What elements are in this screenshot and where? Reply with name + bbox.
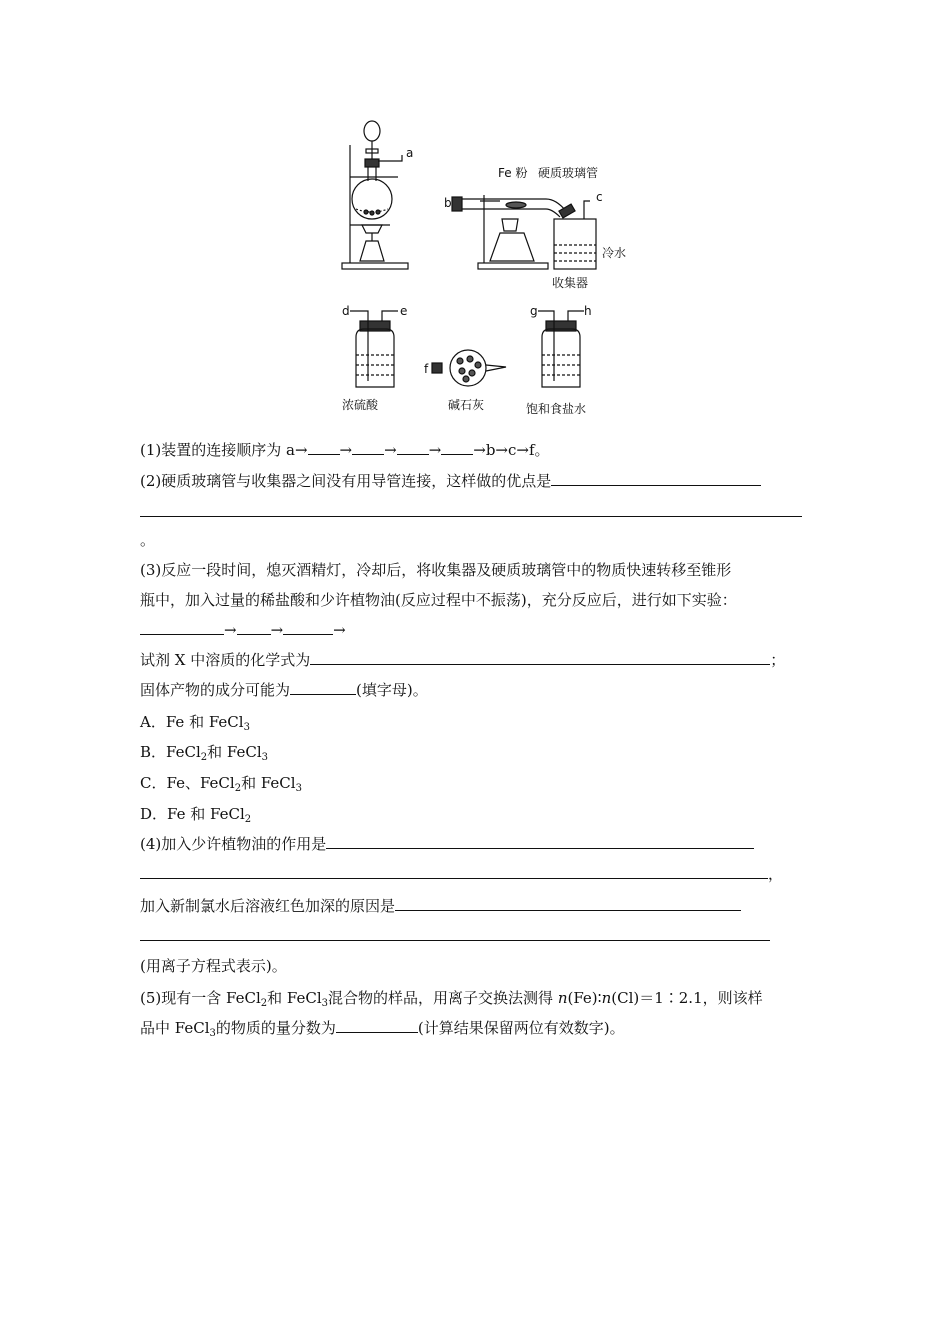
- answer-line[interactable]: [140, 940, 770, 941]
- label-cold-water: 冷水: [602, 246, 627, 260]
- answer-line[interactable]: [140, 516, 802, 517]
- answer-blank[interactable]: [140, 864, 768, 879]
- drying-tube: [432, 350, 506, 386]
- answer-blank[interactable]: [441, 440, 473, 455]
- brine-bottle: [538, 311, 584, 387]
- label-b: b: [444, 196, 452, 210]
- question-2-end: 。: [140, 531, 156, 549]
- sulfuric-acid-bottle: [350, 311, 398, 387]
- label-collector: 收集器: [552, 276, 589, 290]
- label-sat-brine: 饱和食盐水: [526, 402, 587, 416]
- question-1: (1)装置的连接顺序为 a→ → → → →b→c→f。: [140, 441, 550, 459]
- label-conc-sulfuric: 浓硫酸: [342, 398, 379, 412]
- flow-step[interactable]: [283, 620, 333, 635]
- question-4-reason: 加入新制氯水后溶液红色加深的原因是: [140, 896, 741, 916]
- flow-step[interactable]: [237, 620, 271, 635]
- label-a: a: [406, 146, 414, 160]
- label-f: f: [424, 362, 429, 376]
- answer-blank[interactable]: [326, 834, 754, 849]
- answer-blank[interactable]: [551, 471, 761, 486]
- answer-blank[interactable]: [397, 440, 429, 455]
- question-2: (2)硬质玻璃管与收集器之间没有用导管连接，这样做的优点是: [140, 471, 761, 491]
- label-c: c: [596, 190, 603, 204]
- label-e: e: [400, 304, 408, 318]
- flow-step[interactable]: [140, 620, 224, 635]
- question-5-line1: (5)现有一含 FeCl$_2$和 FeCl$_3$混合物的样品，用离子交换法测得 n(Fe)∶n(Cl)＝1∶2.1，则该样: [140, 989, 763, 1009]
- question-5-line2: 品中 FeCl$_3$的物质的量分数为 (计算结果保留两位有效数字)。: [140, 1019, 625, 1039]
- answer-blank[interactable]: [310, 650, 770, 665]
- label-d: d: [342, 304, 350, 318]
- option-c[interactable]: C．Fe、FeCl$_2$和 FeCl$_3$: [140, 774, 302, 794]
- option-a[interactable]: A．Fe 和 FeCl$_3$: [140, 713, 250, 733]
- question-3-reagent: 试剂 X 中溶质的化学式为 ；: [140, 651, 786, 669]
- question-4: (4)加入少许植物油的作用是: [140, 834, 754, 854]
- flow-chart: → → →: [140, 620, 346, 640]
- apparatus-figure: [320, 115, 650, 425]
- question-4-note: (用离子方程式表示)。: [140, 957, 287, 975]
- answer-blank[interactable]: [290, 680, 356, 695]
- chlorine-generator: [342, 121, 408, 269]
- label-hard-glass-tube: 硬质玻璃管: [538, 166, 599, 180]
- answer-blank[interactable]: [395, 896, 741, 911]
- label-fe-powder: Fe 粉: [498, 166, 528, 180]
- option-d[interactable]: D．Fe 和 FeCl$_2$: [140, 805, 252, 825]
- label-h: h: [584, 304, 592, 318]
- question-3-solid: 固体产物的成分可能为 (填字母)。: [140, 681, 428, 699]
- label-g: g: [530, 304, 538, 318]
- question-4-line2: ，: [140, 864, 783, 884]
- answer-blank[interactable]: [336, 1018, 418, 1033]
- question-3-line1: (3)反应一段时间，熄灭酒精灯，冷却后，将收集器及硬质玻璃管中的物质快速转移至锥形: [140, 561, 732, 579]
- answer-blank[interactable]: [352, 440, 384, 455]
- question-3-line2: 瓶中，加入过量的稀盐酸和少许植物油(反应过程中不振荡)，充分反应后，进行如下实验：: [140, 591, 737, 609]
- label-soda-lime: 碱石灰: [448, 398, 485, 412]
- reaction-apparatus: [452, 195, 596, 269]
- option-b[interactable]: B．FeCl$_2$和 FeCl$_3$: [140, 743, 269, 763]
- answer-blank[interactable]: [308, 440, 340, 455]
